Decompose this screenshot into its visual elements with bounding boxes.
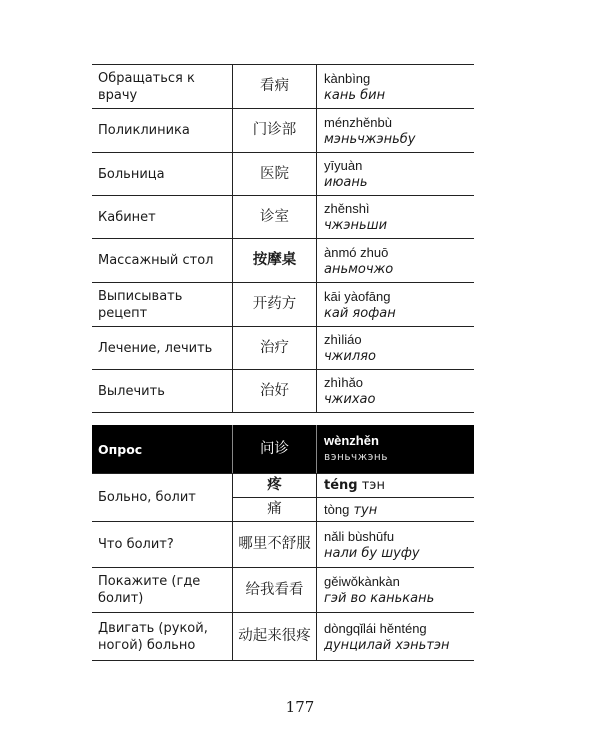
russian-transcription: нали бу шуфу: [324, 545, 420, 561]
vocabulary-table-2: [92, 425, 474, 661]
russian-transcription: чжихао: [324, 392, 376, 407]
page-number: 177: [285, 698, 315, 716]
table-row: [92, 283, 474, 327]
chinese-term: 哪里不舒服: [233, 522, 317, 568]
transcription-cell: [317, 370, 475, 413]
table-row: [92, 613, 474, 661]
pinyin: ànmó zhuō: [324, 244, 389, 260]
transcription-cell: [317, 522, 475, 568]
pinyin: wènzhěn: [324, 433, 379, 448]
table-row: [92, 196, 474, 239]
russian-term: Покажите (где болит): [92, 568, 233, 613]
table-row: [92, 239, 474, 283]
russian-transcription: кань бин: [324, 87, 386, 103]
chinese-term: 看病: [233, 65, 317, 109]
table-row: [92, 109, 474, 153]
transcription-cell: [317, 425, 475, 474]
chinese-term: 问诊: [233, 425, 317, 474]
russian-term: Больно, болит: [92, 474, 233, 522]
pinyin: gěiwǒkànkàn: [324, 574, 400, 589]
russian-term: Массажный стол: [92, 239, 233, 283]
transcription-cell: [317, 239, 475, 283]
chinese-term: 动起来很疼: [233, 613, 317, 661]
table-row: [92, 65, 474, 109]
russian-transcription: тэн: [361, 478, 385, 493]
transcription-cell: [317, 568, 475, 613]
russian-term: Больница: [92, 153, 233, 196]
pinyin: kànbìng: [324, 70, 371, 86]
russian-term: Кабинет: [92, 196, 233, 239]
transcription-cell: [317, 196, 475, 239]
section-title: Опрос: [92, 425, 233, 474]
russian-transcription: гэй во канькань: [324, 591, 435, 606]
transcription-cell: [317, 153, 475, 196]
vocabulary-table-1: [92, 64, 474, 413]
table-header-row: [92, 425, 474, 474]
chinese-term: 开药方: [233, 283, 317, 327]
chinese-term: 门诊部: [233, 109, 317, 153]
russian-term: Двигать (рукой, ногой) больно: [92, 613, 233, 661]
chinese-term: 按摩桌: [233, 239, 317, 283]
transcription-cell: [317, 613, 475, 661]
chinese-term: 治疗: [233, 327, 317, 370]
chinese-term: 疼: [233, 474, 317, 498]
russian-term: Что болит?: [92, 522, 233, 568]
russian-transcription: тун: [353, 502, 378, 518]
transcription-cell: [317, 65, 475, 109]
pinyin: ménzhěnbù: [324, 114, 392, 130]
table-row: [92, 153, 474, 196]
russian-transcription: аньмочжо: [324, 261, 394, 277]
table-row: [92, 474, 474, 498]
pinyin: téng: [324, 478, 358, 493]
pinyin: nǎli bùshūfu: [324, 528, 395, 544]
transcription-cell: [317, 283, 475, 327]
russian-term: Лечение, лечить: [92, 327, 233, 370]
pinyin: zhìhǎo: [324, 375, 364, 390]
chinese-term: 痛: [233, 498, 317, 522]
chinese-term: 治好: [233, 370, 317, 413]
pinyin: zhìliáo: [324, 332, 362, 347]
chinese-term: 诊室: [233, 196, 317, 239]
table-row: [92, 568, 474, 613]
pinyin: yīyuàn: [324, 158, 363, 173]
russian-term: Обращаться к врачу: [92, 65, 233, 109]
chinese-term: 给我看看: [233, 568, 317, 613]
chinese-term: 医院: [233, 153, 317, 196]
transcription-cell: [317, 474, 475, 498]
pinyin: dòngqǐlái hěnténg: [324, 620, 427, 636]
table-row: [92, 370, 474, 413]
table-row: [92, 327, 474, 370]
transcription-cell: [317, 327, 475, 370]
russian-transcription: вэньчжэнь: [324, 451, 388, 463]
transcription-cell: [317, 109, 475, 153]
table-row: [92, 522, 474, 568]
russian-transcription: кай яофан: [324, 305, 396, 321]
russian-transcription: дунцилай хэньтэн: [324, 637, 450, 653]
russian-transcription: чжэньши: [324, 218, 388, 233]
russian-transcription: июань: [324, 175, 368, 190]
pinyin: kāi yàofāng: [324, 288, 391, 304]
russian-transcription: мэньчжэньбу: [324, 131, 416, 147]
russian-term: Вылечить: [92, 370, 233, 413]
pinyin: zhěnshì: [324, 201, 370, 216]
pinyin: tòng: [324, 501, 350, 517]
russian-transcription: чжиляо: [324, 349, 376, 364]
russian-term: Поликлиника: [92, 109, 233, 153]
russian-term: Выписывать рецепт: [92, 283, 233, 327]
transcription-cell: [317, 498, 475, 522]
